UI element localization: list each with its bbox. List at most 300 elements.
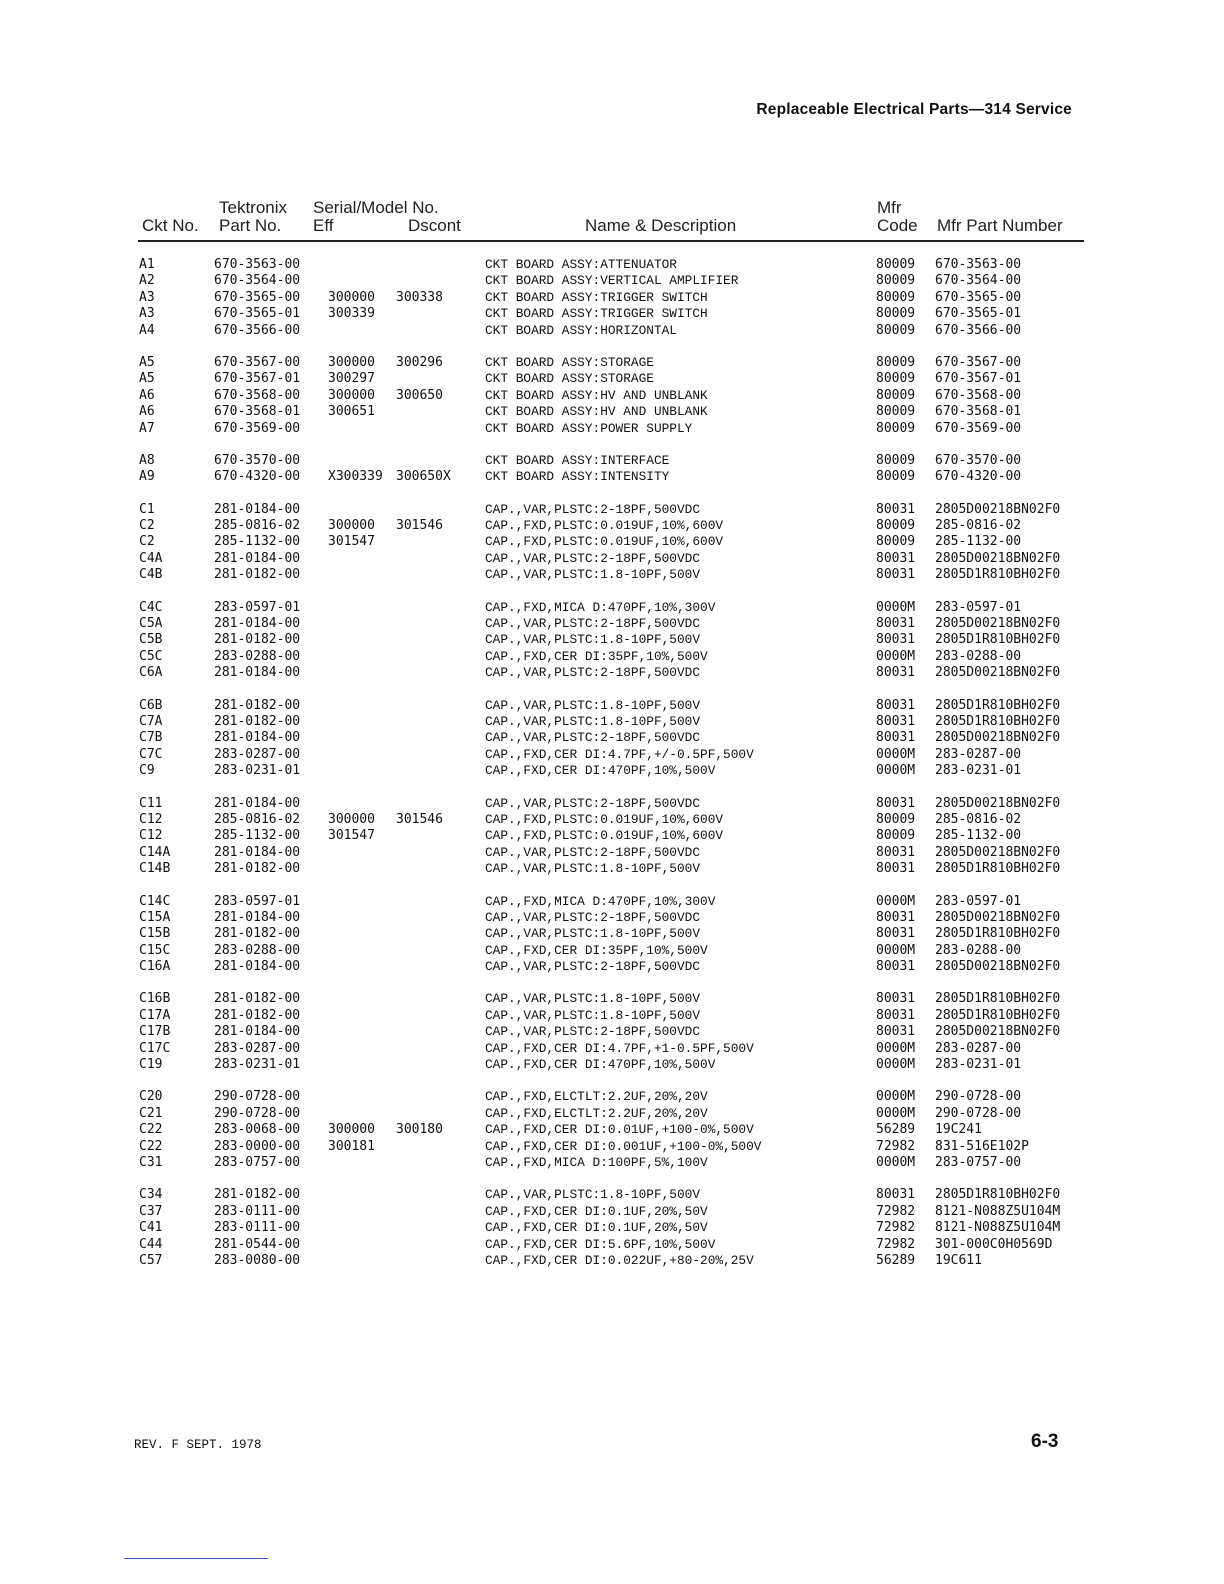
cell-mfr-code: 72982 [876, 1203, 916, 1219]
cell-ckt-no: C57 [139, 1252, 163, 1268]
cell-mfr-part-number: 2805D1R810BH02F0 [935, 1187, 1061, 1203]
cell-mfr-part-number: 2805D00218BN02F0 [935, 730, 1061, 746]
cell-ckt-no: C37 [139, 1203, 163, 1219]
cell-tektronix-part-no: 283-0080-00 [214, 1252, 301, 1268]
cell-name-description: CAP.,FXD,MICA D:470PF,10%,300V [485, 893, 716, 909]
cell-tektronix-part-no: 281-0184-00 [214, 730, 301, 746]
cell-mfr-part-number: 283-0757-00 [935, 1154, 1022, 1170]
cell-ckt-no: A4 [139, 322, 155, 338]
table-row [0, 502, 1224, 518]
parts-group [0, 257, 1224, 339]
cell-mfr-part-number: 2805D1R810BH02F0 [935, 1007, 1061, 1023]
cell-mfr-code: 80031 [876, 1187, 916, 1203]
cell-name-description: CKT BOARD ASSY:HV AND UNBLANK [485, 387, 708, 403]
cell-tektronix-part-no: 670-3567-00 [214, 354, 301, 370]
cell-serial-eff: 300000 [328, 811, 375, 827]
cell-ckt-no: C4C [139, 599, 163, 615]
cell-serial-dscont: 300296 [396, 354, 443, 370]
cell-mfr-code: 80009 [876, 354, 916, 370]
cell-ckt-no: A3 [139, 289, 155, 305]
cell-tektronix-part-no: 281-0182-00 [214, 567, 301, 583]
table-row [0, 1008, 1224, 1024]
table-row [0, 1187, 1224, 1203]
cell-name-description: CKT BOARD ASSY:STORAGE [485, 354, 654, 370]
table-row [0, 665, 1224, 681]
cell-mfr-code: 0000M [876, 599, 916, 615]
table-row [0, 812, 1224, 828]
cell-tektronix-part-no: 285-1132-00 [214, 534, 301, 550]
cell-ckt-no: C12 [139, 811, 163, 827]
parts-group [0, 355, 1224, 437]
cell-mfr-part-number: 19C611 [935, 1252, 982, 1268]
cell-mfr-part-number: 2805D00218BN02F0 [935, 909, 1061, 925]
cell-mfr-part-number: 283-0287-00 [935, 746, 1022, 762]
cell-serial-dscont: 300338 [396, 289, 443, 305]
cell-tektronix-part-no: 283-0597-01 [214, 599, 301, 615]
cell-name-description: CAP.,VAR,PLSTC:1.8-10PF,500V [485, 861, 701, 877]
table-row [0, 991, 1224, 1007]
table-row [0, 371, 1224, 387]
cell-tektronix-part-no: 283-0111-00 [214, 1220, 301, 1236]
table-row [0, 698, 1224, 714]
parts-group [0, 991, 1224, 1073]
cell-name-description: CAP.,VAR,PLSTC:2-18PF,500VDC [485, 665, 701, 681]
cell-tektronix-part-no: 281-0182-00 [214, 991, 301, 1007]
cell-name-description: CKT BOARD ASSY:POWER SUPPLY [485, 420, 693, 436]
cell-ckt-no: C17C [139, 1040, 171, 1056]
cell-mfr-part-number: 285-1132-00 [935, 828, 1022, 844]
cell-tektronix-part-no: 283-0068-00 [214, 1122, 301, 1138]
parts-group [0, 453, 1224, 486]
cell-mfr-part-number: 2805D1R810BH02F0 [935, 713, 1061, 729]
cell-mfr-code: 80031 [876, 909, 916, 925]
cell-name-description: CAP.,VAR,PLSTC:1.8-10PF,500V [485, 926, 701, 942]
cell-name-description: CAP.,FXD,MICA D:470PF,10%,300V [485, 599, 716, 615]
cell-name-description: CKT BOARD ASSY:INTERFACE [485, 452, 670, 468]
cell-mfr-code: 80009 [876, 306, 916, 322]
table-row [0, 388, 1224, 404]
cell-mfr-part-number: 290-0728-00 [935, 1105, 1022, 1121]
cell-name-description: CAP.,FXD,PLSTC:0.019UF,10%,600V [485, 518, 724, 534]
cell-mfr-code: 0000M [876, 942, 916, 958]
cell-ckt-no: C20 [139, 1089, 163, 1105]
cell-mfr-code: 80031 [876, 991, 916, 1007]
cell-mfr-code: 80031 [876, 1007, 916, 1023]
table-row [0, 1122, 1224, 1138]
table-row [0, 632, 1224, 648]
table-row [0, 1139, 1224, 1155]
cell-name-description: CAP.,FXD,ELCTLT:2.2UF,20%,20V [485, 1105, 708, 1121]
cell-name-description: CKT BOARD ASSY:INTENSITY [485, 469, 670, 485]
cell-mfr-part-number: 2805D1R810BH02F0 [935, 697, 1061, 713]
cell-ckt-no: C31 [139, 1154, 163, 1170]
cell-tektronix-part-no: 670-3569-00 [214, 420, 301, 436]
cell-mfr-part-number: 283-0231-01 [935, 1057, 1022, 1073]
table-row [0, 404, 1224, 420]
cell-mfr-part-number: 285-1132-00 [935, 534, 1022, 550]
footer-revision: REV. F SEPT. 1978 [134, 1438, 262, 1452]
cell-ckt-no: C5A [139, 616, 163, 632]
cell-mfr-code: 56289 [876, 1122, 916, 1138]
col-mfr-code: Code [877, 216, 918, 235]
cell-ckt-no: C2 [139, 534, 155, 550]
cell-mfr-part-number: 2805D00218BN02F0 [935, 1024, 1061, 1040]
cell-mfr-code: 80009 [876, 469, 916, 485]
cell-mfr-part-number: 2805D1R810BH02F0 [935, 861, 1061, 877]
cell-ckt-no: C9 [139, 763, 155, 779]
cell-tektronix-part-no: 283-0231-01 [214, 763, 301, 779]
cell-serial-dscont: 300650X [396, 469, 451, 485]
cell-tektronix-part-no: 283-0287-00 [214, 746, 301, 762]
cell-tektronix-part-no: 290-0728-00 [214, 1089, 301, 1105]
cell-name-description: CAP.,FXD,PLSTC:0.019UF,10%,600V [485, 828, 724, 844]
cell-name-description: CAP.,VAR,PLSTC:2-18PF,500VDC [485, 501, 701, 517]
parts-group [0, 600, 1224, 682]
table-row [0, 257, 1224, 273]
cell-mfr-code: 0000M [876, 893, 916, 909]
cell-mfr-code: 80031 [876, 959, 916, 975]
cell-mfr-code: 80031 [876, 501, 916, 517]
cell-mfr-part-number: 2805D1R810BH02F0 [935, 991, 1061, 1007]
cell-name-description: CAP.,VAR,PLSTC:1.8-10PF,500V [485, 567, 701, 583]
cell-ckt-no: C7B [139, 730, 163, 746]
cell-mfr-part-number: 670-3566-00 [935, 322, 1022, 338]
cell-tektronix-part-no: 670-3568-00 [214, 387, 301, 403]
cell-tektronix-part-no: 283-0287-00 [214, 1040, 301, 1056]
cell-tektronix-part-no: 283-0288-00 [214, 942, 301, 958]
cell-mfr-part-number: 670-4320-00 [935, 469, 1022, 485]
table-row [0, 551, 1224, 567]
cell-ckt-no: C14B [139, 861, 171, 877]
cell-serial-eff: 300181 [328, 1138, 375, 1154]
cell-mfr-part-number: 670-3567-01 [935, 371, 1022, 387]
cell-mfr-code: 80031 [876, 861, 916, 877]
cell-name-description: CAP.,VAR,PLSTC:2-18PF,500VDC [485, 959, 701, 975]
cell-name-description: CAP.,VAR,PLSTC:2-18PF,500VDC [485, 616, 701, 632]
cell-mfr-code: 80009 [876, 828, 916, 844]
cell-tektronix-part-no: 281-0184-00 [214, 909, 301, 925]
cell-mfr-code: 0000M [876, 648, 916, 664]
cell-ckt-no: C5C [139, 648, 163, 664]
cell-ckt-no: C7C [139, 746, 163, 762]
cell-name-description: CAP.,VAR,PLSTC:2-18PF,500VDC [485, 909, 701, 925]
cell-mfr-part-number: 2805D00218BN02F0 [935, 665, 1061, 681]
cell-ckt-no: C11 [139, 795, 163, 811]
cell-tektronix-part-no: 670-3563-00 [214, 257, 301, 272]
table-row [0, 600, 1224, 616]
cell-name-description: CAP.,FXD,CER DI:470PF,10%,500V [485, 1057, 716, 1073]
cell-name-description: CAP.,VAR,PLSTC:1.8-10PF,500V [485, 1187, 701, 1203]
table-row [0, 1155, 1224, 1171]
cell-ckt-no: C7A [139, 713, 163, 729]
cell-name-description: CAP.,VAR,PLSTC:2-18PF,500VDC [485, 795, 701, 811]
table-row [0, 861, 1224, 877]
cell-name-description: CAP.,FXD,MICA D:100PF,5%,100V [485, 1154, 708, 1170]
cell-serial-eff: 300000 [328, 1122, 375, 1138]
cell-name-description: CAP.,VAR,PLSTC:1.8-10PF,500V [485, 632, 701, 648]
cell-tektronix-part-no: 281-0184-00 [214, 1024, 301, 1040]
page-header-title: Replaceable Electrical Parts—314 Service [756, 101, 1072, 118]
cell-mfr-code: 80031 [876, 730, 916, 746]
cell-name-description: CAP.,FXD,CER DI:0.1UF,20%,50V [485, 1220, 708, 1236]
cell-name-description: CAP.,FXD,CER DI:5.6PF,10%,500V [485, 1236, 716, 1252]
cell-serial-dscont: 301546 [396, 811, 443, 827]
cell-tektronix-part-no: 283-0111-00 [214, 1203, 301, 1219]
cell-tektronix-part-no: 283-0757-00 [214, 1154, 301, 1170]
cell-mfr-code: 0000M [876, 1105, 916, 1121]
cell-mfr-part-number: 283-0287-00 [935, 1040, 1022, 1056]
cell-name-description: CAP.,FXD,CER DI:470PF,10%,500V [485, 763, 716, 779]
cell-tektronix-part-no: 670-3570-00 [214, 452, 301, 468]
cell-tektronix-part-no: 670-3567-01 [214, 371, 301, 387]
cell-mfr-code: 0000M [876, 763, 916, 779]
table-row [0, 1089, 1224, 1105]
cell-ckt-no: C17A [139, 1007, 171, 1023]
table-row [0, 763, 1224, 779]
cell-mfr-part-number: 283-0231-01 [935, 763, 1022, 779]
cell-name-description: CAP.,VAR,PLSTC:2-18PF,500VDC [485, 1024, 701, 1040]
cell-ckt-no: C16B [139, 991, 171, 1007]
cell-mfr-code: 0000M [876, 1089, 916, 1105]
cell-mfr-part-number: 290-0728-00 [935, 1089, 1022, 1105]
col-mfr-part-number: Mfr Part Number [937, 216, 1063, 235]
cell-ckt-no: C22 [139, 1122, 163, 1138]
table-row [0, 355, 1224, 371]
cell-tektronix-part-no: 670-3564-00 [214, 273, 301, 289]
col-tektronix-line1: Tektronix [219, 198, 288, 217]
cell-tektronix-part-no: 283-0597-01 [214, 893, 301, 909]
table-row [0, 828, 1224, 844]
cell-mfr-part-number: 831-516E102P [935, 1138, 1029, 1154]
footer-page-number: 6-3 [1031, 1431, 1059, 1452]
table-row [0, 290, 1224, 306]
header-rule [138, 240, 1084, 242]
cell-name-description: CAP.,VAR,PLSTC:2-18PF,500VDC [485, 550, 701, 566]
cell-ckt-no: A2 [139, 273, 155, 289]
cell-ckt-no: A5 [139, 371, 155, 387]
cell-mfr-code: 80031 [876, 567, 916, 583]
cell-ckt-no: C41 [139, 1220, 163, 1236]
cell-ckt-no: A5 [139, 354, 155, 370]
cell-tektronix-part-no: 285-0816-02 [214, 811, 301, 827]
table-row [0, 926, 1224, 942]
cell-tektronix-part-no: 281-0184-00 [214, 795, 301, 811]
cell-mfr-code: 0000M [876, 1040, 916, 1056]
cell-mfr-code: 80009 [876, 322, 916, 338]
cell-name-description: CAP.,VAR,PLSTC:2-18PF,500VDC [485, 730, 701, 746]
cell-mfr-code: 80031 [876, 844, 916, 860]
cell-name-description: CKT BOARD ASSY:HV AND UNBLANK [485, 404, 708, 420]
parts-group [0, 698, 1224, 780]
cell-ckt-no: C12 [139, 828, 163, 844]
cell-serial-eff: 300000 [328, 289, 375, 305]
cell-mfr-part-number: 283-0597-01 [935, 599, 1022, 615]
cell-ckt-no: C15C [139, 942, 171, 958]
table-row [0, 306, 1224, 322]
cell-name-description: CAP.,FXD,ELCTLT:2.2UF,20%,20V [485, 1089, 708, 1105]
cell-tektronix-part-no: 281-0182-00 [214, 926, 301, 942]
col-serial-model: Serial/Model No. [313, 198, 439, 217]
cell-mfr-part-number: 670-3565-00 [935, 289, 1022, 305]
cell-name-description: CAP.,FXD,CER DI:0.022UF,+80-20%,25V [485, 1252, 754, 1268]
cell-mfr-code: 0000M [876, 1154, 916, 1170]
cell-mfr-part-number: 670-3569-00 [935, 420, 1022, 436]
parts-group [0, 502, 1224, 584]
col-ckt-no: Ckt No. [142, 216, 199, 235]
col-eff: Eff [313, 216, 334, 235]
cell-ckt-no: A6 [139, 387, 155, 403]
cell-mfr-code: 80031 [876, 665, 916, 681]
parts-list [0, 257, 1224, 1285]
cell-name-description: CKT BOARD ASSY:ATTENUATOR [485, 257, 677, 272]
cell-mfr-code: 80031 [876, 697, 916, 713]
table-row [0, 649, 1224, 665]
table-row [0, 730, 1224, 746]
cell-mfr-part-number: 8121-N088Z5U104M [935, 1220, 1061, 1236]
col-name-description: Name & Description [585, 216, 737, 235]
col-dscont: Dscont [408, 216, 461, 235]
cell-mfr-part-number: 670-3564-00 [935, 273, 1022, 289]
table-row [0, 910, 1224, 926]
cell-mfr-part-number: 2805D00218BN02F0 [935, 795, 1061, 811]
cell-mfr-code: 80009 [876, 534, 916, 550]
cell-serial-eff: 300339 [328, 306, 375, 322]
cell-name-description: CAP.,VAR,PLSTC:1.8-10PF,500V [485, 697, 701, 713]
cell-mfr-code: 80009 [876, 404, 916, 420]
cell-tektronix-part-no: 283-0231-01 [214, 1057, 301, 1073]
cell-mfr-part-number: 283-0597-01 [935, 893, 1022, 909]
cell-ckt-no: C14A [139, 844, 171, 860]
table-row [0, 534, 1224, 550]
cell-tektronix-part-no: 290-0728-00 [214, 1105, 301, 1121]
table-row [0, 1057, 1224, 1073]
cell-mfr-code: 80009 [876, 371, 916, 387]
cell-ckt-no: C1 [139, 501, 155, 517]
table-row [0, 747, 1224, 763]
table-row [0, 1024, 1224, 1040]
cell-tektronix-part-no: 670-3565-00 [214, 289, 301, 305]
cell-name-description: CAP.,FXD,CER DI:4.7PF,+/-0.5PF,500V [485, 746, 754, 762]
cell-name-description: CAP.,FXD,CER DI:0.001UF,+100-0%,500V [485, 1138, 762, 1154]
table-row [0, 1237, 1224, 1253]
cell-mfr-code: 80031 [876, 713, 916, 729]
cell-ckt-no: A9 [139, 469, 155, 485]
table-row [0, 796, 1224, 812]
cell-mfr-part-number: 2805D00218BN02F0 [935, 959, 1061, 975]
cell-name-description: CKT BOARD ASSY:TRIGGER SWITCH [485, 306, 708, 322]
cell-mfr-code: 80009 [876, 289, 916, 305]
cell-ckt-no: C4B [139, 567, 163, 583]
parts-group [0, 796, 1224, 878]
table-row [0, 845, 1224, 861]
cell-ckt-no: C6B [139, 697, 163, 713]
table-row [0, 273, 1224, 289]
table-row [0, 959, 1224, 975]
cell-ckt-no: C19 [139, 1057, 163, 1073]
cell-tektronix-part-no: 281-0184-00 [214, 959, 301, 975]
cell-name-description: CAP.,FXD,CER DI:35PF,10%,500V [485, 648, 708, 664]
cell-tektronix-part-no: 283-0000-00 [214, 1138, 301, 1154]
cell-ckt-no: C17B [139, 1024, 171, 1040]
cell-tektronix-part-no: 281-0182-00 [214, 1187, 301, 1203]
cell-ckt-no: C6A [139, 665, 163, 681]
cell-serial-eff: 300000 [328, 354, 375, 370]
cell-mfr-part-number: 2805D00218BN02F0 [935, 844, 1061, 860]
cell-serial-eff: 301547 [328, 828, 375, 844]
cell-mfr-part-number: 19C241 [935, 1122, 982, 1138]
cell-name-description: CKT BOARD ASSY:STORAGE [485, 371, 654, 387]
table-row [0, 616, 1224, 632]
cell-tektronix-part-no: 281-0182-00 [214, 697, 301, 713]
cell-ckt-no: A8 [139, 452, 155, 468]
cell-name-description: CKT BOARD ASSY:HORIZONTAL [485, 322, 677, 338]
cell-name-description: CAP.,FXD,CER DI:4.7PF,+1-0.5PF,500V [485, 1040, 754, 1056]
cell-name-description: CAP.,VAR,PLSTC:1.8-10PF,500V [485, 713, 701, 729]
cell-mfr-part-number: 670-3568-00 [935, 387, 1022, 403]
cell-tektronix-part-no: 670-3566-00 [214, 322, 301, 338]
cell-ckt-no: C34 [139, 1187, 163, 1203]
cell-mfr-part-number: 8121-N088Z5U104M [935, 1203, 1061, 1219]
table-row [0, 567, 1224, 583]
cell-mfr-part-number: 670-3568-01 [935, 404, 1022, 420]
cell-mfr-code: 80031 [876, 550, 916, 566]
cell-tektronix-part-no: 670-4320-00 [214, 469, 301, 485]
cell-mfr-code: 80009 [876, 452, 916, 468]
cell-mfr-code: 80009 [876, 257, 916, 272]
cell-tektronix-part-no: 670-3565-01 [214, 306, 301, 322]
table-row [0, 1041, 1224, 1057]
cell-serial-eff: 300297 [328, 371, 375, 387]
cell-ckt-no: C15B [139, 926, 171, 942]
bottom-rule [124, 1558, 268, 1559]
table-row [0, 323, 1224, 339]
table-row [0, 421, 1224, 437]
cell-name-description: CKT BOARD ASSY:TRIGGER SWITCH [485, 289, 708, 305]
cell-ckt-no: A1 [139, 257, 155, 272]
cell-serial-eff: 300651 [328, 404, 375, 420]
cell-mfr-code: 80031 [876, 1024, 916, 1040]
cell-serial-dscont: 300650 [396, 387, 443, 403]
cell-mfr-part-number: 283-0288-00 [935, 942, 1022, 958]
cell-tektronix-part-no: 281-0182-00 [214, 861, 301, 877]
cell-tektronix-part-no: 285-0816-02 [214, 518, 301, 534]
cell-serial-eff: 300000 [328, 518, 375, 534]
cell-mfr-part-number: 2805D1R810BH02F0 [935, 926, 1061, 942]
table-row [0, 1204, 1224, 1220]
cell-serial-dscont: 301546 [396, 518, 443, 534]
cell-tektronix-part-no: 281-0184-00 [214, 501, 301, 517]
cell-tektronix-part-no: 281-0184-00 [214, 550, 301, 566]
table-row [0, 469, 1224, 485]
cell-tektronix-part-no: 281-0184-00 [214, 616, 301, 632]
cell-mfr-code: 0000M [876, 746, 916, 762]
cell-mfr-code: 80009 [876, 387, 916, 403]
cell-ckt-no: C22 [139, 1138, 163, 1154]
cell-ckt-no: C14C [139, 893, 171, 909]
cell-mfr-code: 80031 [876, 926, 916, 942]
cell-mfr-part-number: 2805D00218BN02F0 [935, 616, 1061, 632]
cell-mfr-code: 80031 [876, 632, 916, 648]
table-row [0, 1220, 1224, 1236]
table-row [0, 714, 1224, 730]
cell-ckt-no: C21 [139, 1105, 163, 1121]
cell-mfr-part-number: 670-3570-00 [935, 452, 1022, 468]
parts-group [0, 1089, 1224, 1171]
cell-tektronix-part-no: 283-0288-00 [214, 648, 301, 664]
cell-mfr-part-number: 285-0816-02 [935, 811, 1022, 827]
cell-ckt-no: C2 [139, 518, 155, 534]
col-mfr-line1: Mfr [877, 198, 902, 217]
